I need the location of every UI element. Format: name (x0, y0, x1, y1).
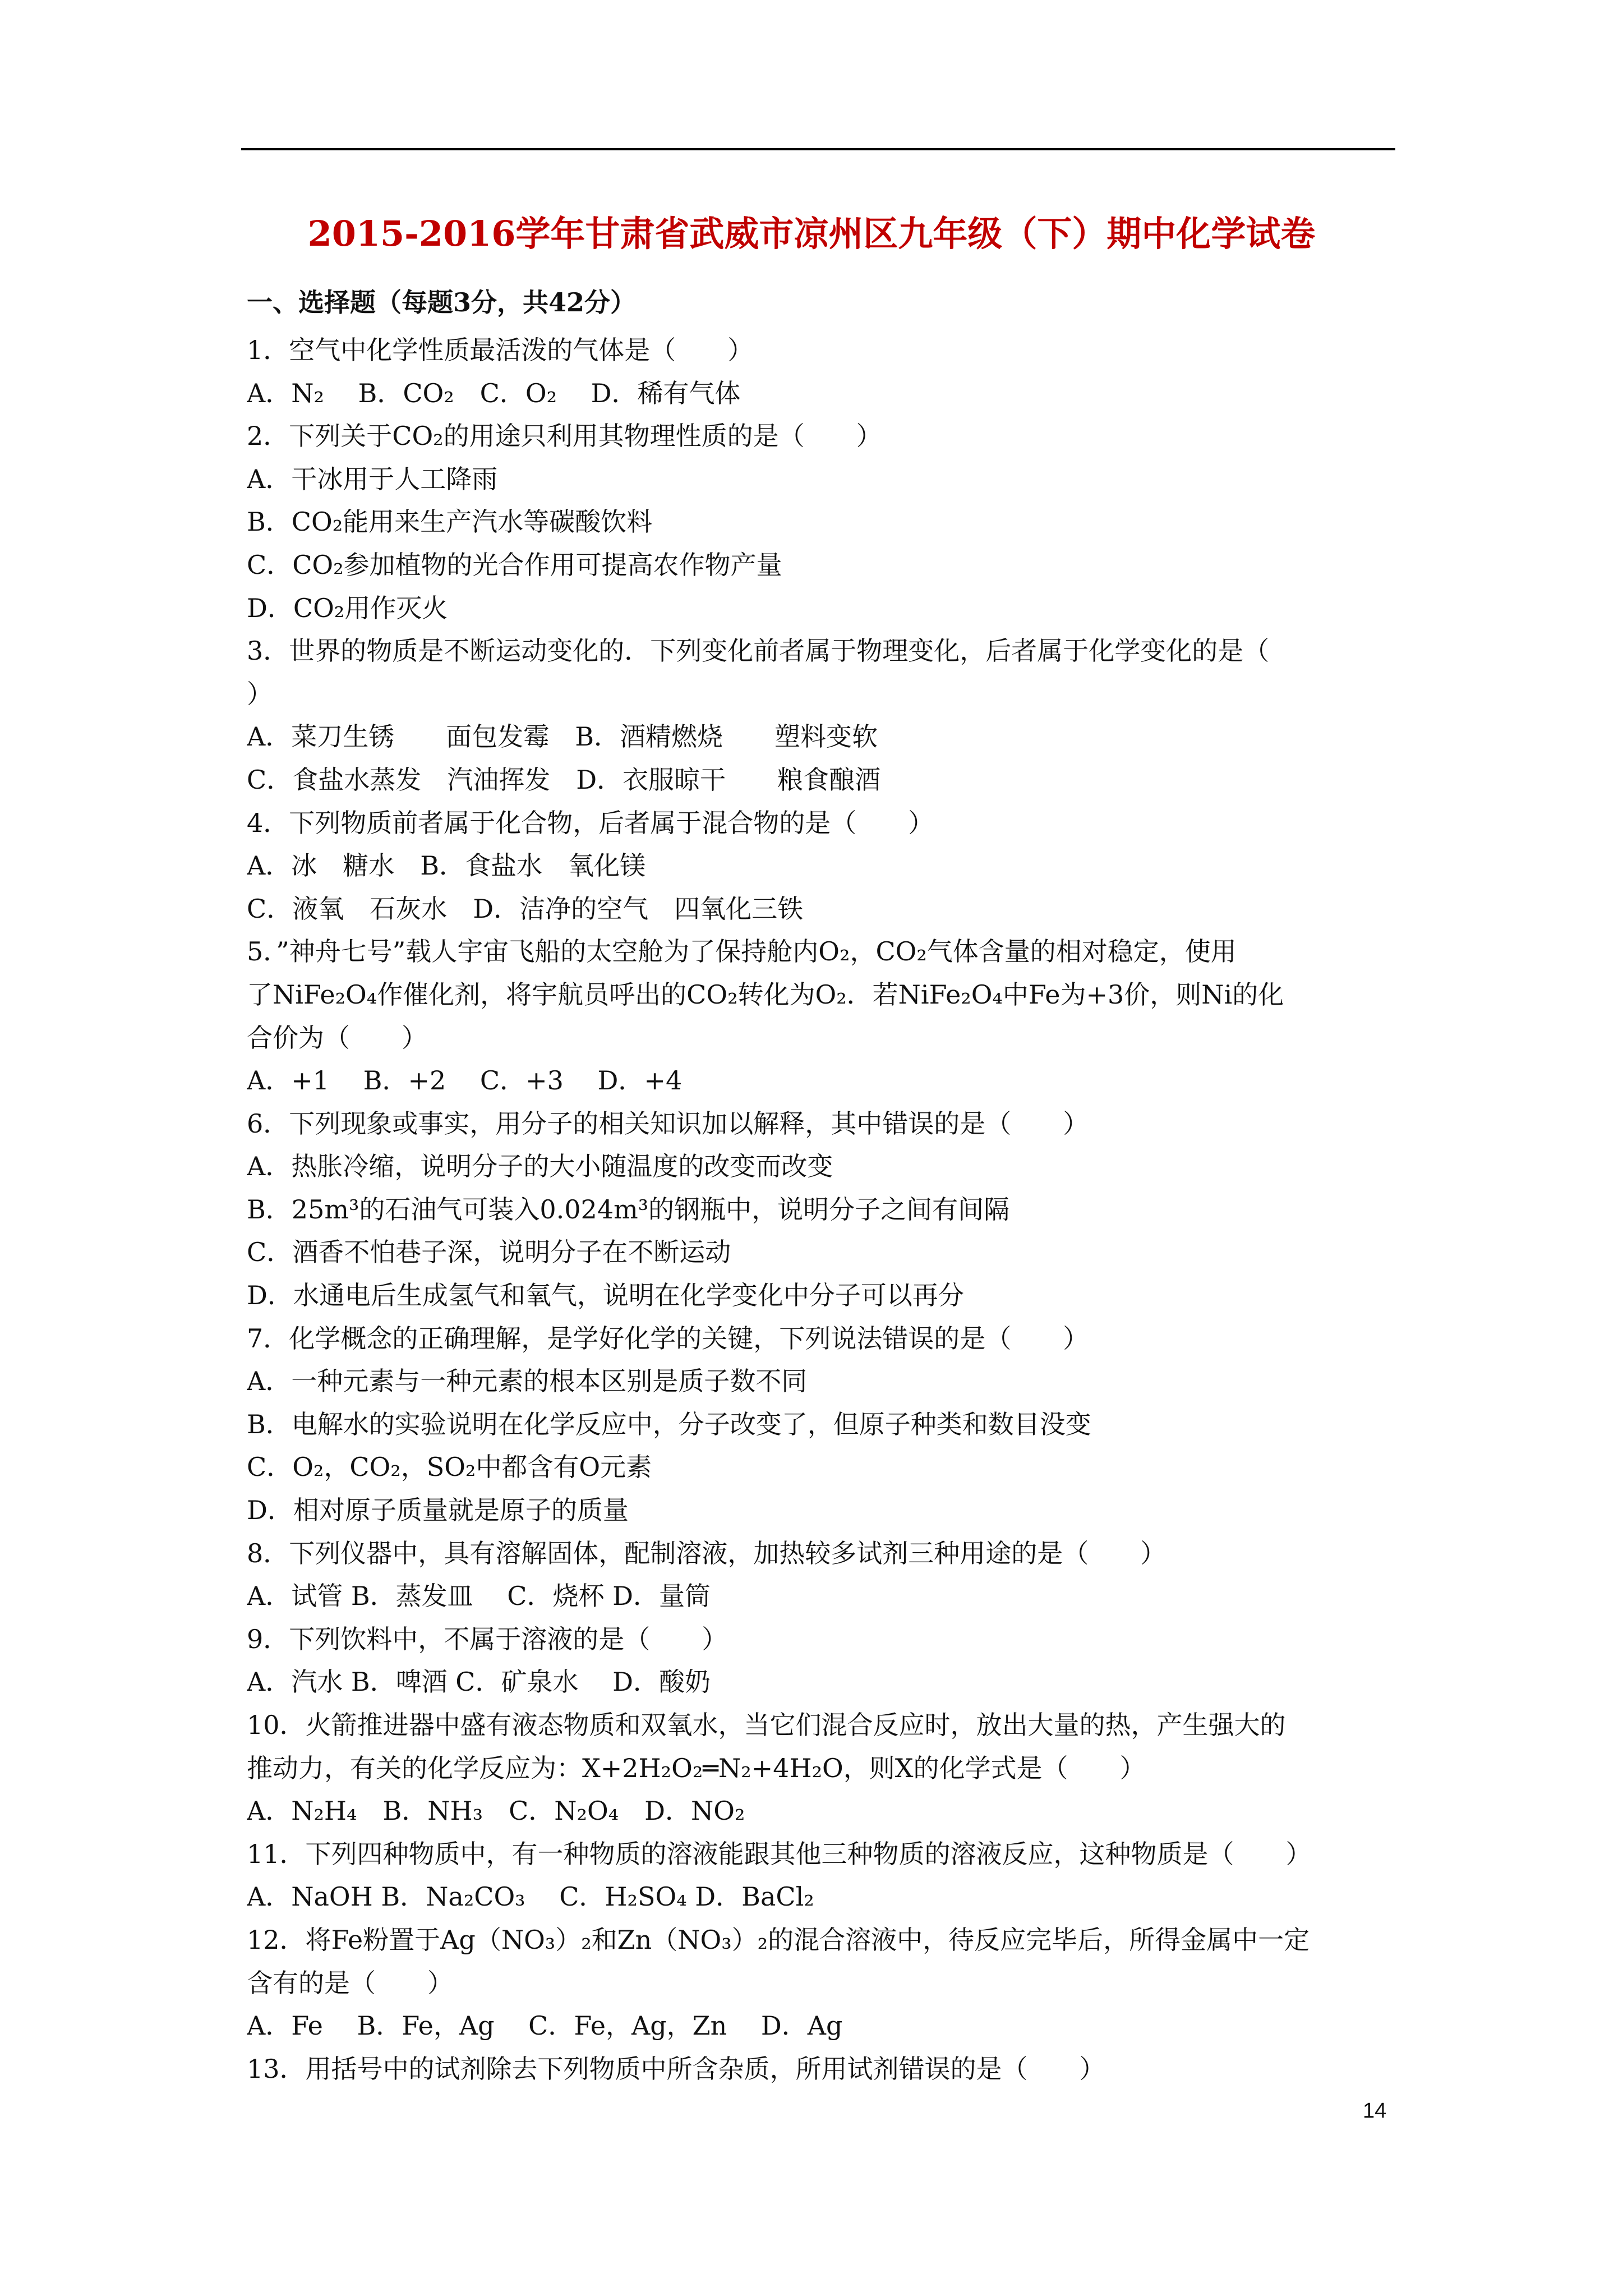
text-line: 3．世界的物质是不断运动变化的．下列变化前者属于物理变化，后者属于化学变化的是（ (247, 636, 1270, 666)
text-line: B．25m³的石油气可装入0.024m³的钢瓶中，说明分子之间有间隔 (247, 1194, 1010, 1225)
text-line: A．NaOH B．Na₂CO₃ C．H₂SO₄ D．BaCl₂ (247, 1881, 814, 1912)
text-line: A．+1 B．+2 C．+3 D．+4 (247, 1065, 683, 1096)
text-line: B．电解水的实验说明在化学反应中，分子改变了，但原子种类和数目没变 (247, 1409, 1091, 1439)
text-line: A．试管 B．蒸发皿 C．烧杯 D．量筒 (247, 1581, 711, 1612)
text-line: C．酒香不怕巷子深，说明分子在不断运动 (247, 1237, 731, 1268)
question-list (247, 329, 1396, 2090)
text-line: A．冰 糖水 B．食盐水 氧化镁 (247, 850, 646, 881)
text-line: 合价为（ ） (247, 1022, 427, 1053)
text-line: C．液氧 石灰水 D．洁净的空气 四氧化三铁 (247, 893, 804, 924)
text-line: 4．下列物质前者属于化合物，后者属于混合物的是（ ） (247, 807, 934, 838)
text-line: A．N₂H₄ B．NH₃ C．N₂O₄ D．NO₂ (247, 1796, 745, 1826)
header-rule (241, 148, 1395, 150)
text-line: A．干冰用于人工降雨 (247, 463, 498, 494)
text-line: 12．将Fe粉置于Ag（NO₃）₂和Zn（NO₃）₂的混合溶液中，待反应完毕后，所得金属中一定 (247, 1924, 1310, 1955)
text-line: ） (247, 678, 273, 709)
text-line: 7．化学概念的正确理解，是学好化学的关键，下列说法错误的是（ ） (247, 1323, 1089, 1354)
text-line: 含有的是（ ） (247, 1967, 453, 1998)
text-line: 9．下列饮料中，不属于溶液的是（ ） (247, 1623, 728, 1654)
text-line: A．N₂ B．CO₂ C．O₂ D．稀有气体 (247, 378, 741, 408)
text-line: A．热胀冷缩，说明分子的大小随温度的改变而改变 (247, 1151, 833, 1182)
page-number: 14 (1363, 2099, 1387, 2123)
text-line: B．CO₂能用来生产汽水等碳酸饮料 (247, 507, 653, 537)
text-line: 1．空气中化学性质最活泼的气体是（ ） (247, 335, 754, 365)
text-line: 了NiFe₂O₄作催化剂，将宇航员呼出的CO₂转化为O₂．若NiFe₂O₄中Fe为+3价，则Ni的化 (247, 979, 1284, 1010)
text-line: 6．下列现象或事实，用分子的相关知识加以解释，其中错误的是（ ） (247, 1108, 1089, 1139)
text-line: 13．用括号中的试剂除去下列物质中所含杂质，所用试剂错误的是（ ） (247, 2053, 1105, 2084)
section-heading: 一、选择题（每题3分，共42分） (247, 287, 637, 318)
text-line: C．CO₂参加植物的光合作用可提高农作物产量 (247, 549, 782, 580)
text-line: 5．”神舟七号”载人宇宙飞船的太空舱为了保持舱内O₂，CO₂气体含量的相对稳定，使用 (247, 936, 1237, 967)
text-line: A．一种元素与一种元素的根本区别是质子数不同 (247, 1366, 808, 1397)
text-line: 10．火箭推进器中盛有液态物质和双氧水，当它们混合反应时，放出大量的热，产生强大的 (247, 1710, 1286, 1740)
text-line: 推动力，有关的化学反应为：X+2H₂O₂═N₂+4H₂O，则X的化学式是（ ） (247, 1752, 1146, 1783)
text-line: C．食盐水蒸发 汽油挥发 D．衣服晾干 粮食酿酒 (247, 764, 881, 795)
text-line: A．Fe B．Fe，Ag C．Fe，Ag，Zn D．Ag (247, 2010, 843, 2041)
exam-title: 2015-2016学年甘肃省武威市凉州区九年级（下）期中化学试卷 (307, 213, 1316, 254)
text-line: A．菜刀生锈 面包发霉 B．酒精燃烧 塑料变软 (247, 721, 878, 752)
text-line: A．汽水 B．啤酒 C．矿泉水 D．酸奶 (247, 1667, 711, 1697)
text-line: D．CO₂用作灭火 (247, 592, 448, 623)
text-line: D．相对原子质量就是原子的质量 (247, 1495, 629, 1526)
text-line: 2．下列关于CO₂的用途只利用其物理性质的是（ ） (247, 421, 882, 452)
text-line: 11．下列四种物质中，有一种物质的溶液能跟其他三种物质的溶液反应，这种物质是（ ） (247, 1838, 1312, 1869)
text-line: C．O₂，CO₂，SO₂中都含有O元素 (247, 1452, 652, 1483)
text-line: D．水通电后生成氢气和氧气，说明在化学变化中分子可以再分 (247, 1280, 964, 1311)
text-line: 8．下列仪器中，具有溶解固体，配制溶液，加热较多试剂三种用途的是（ ） (247, 1538, 1166, 1568)
